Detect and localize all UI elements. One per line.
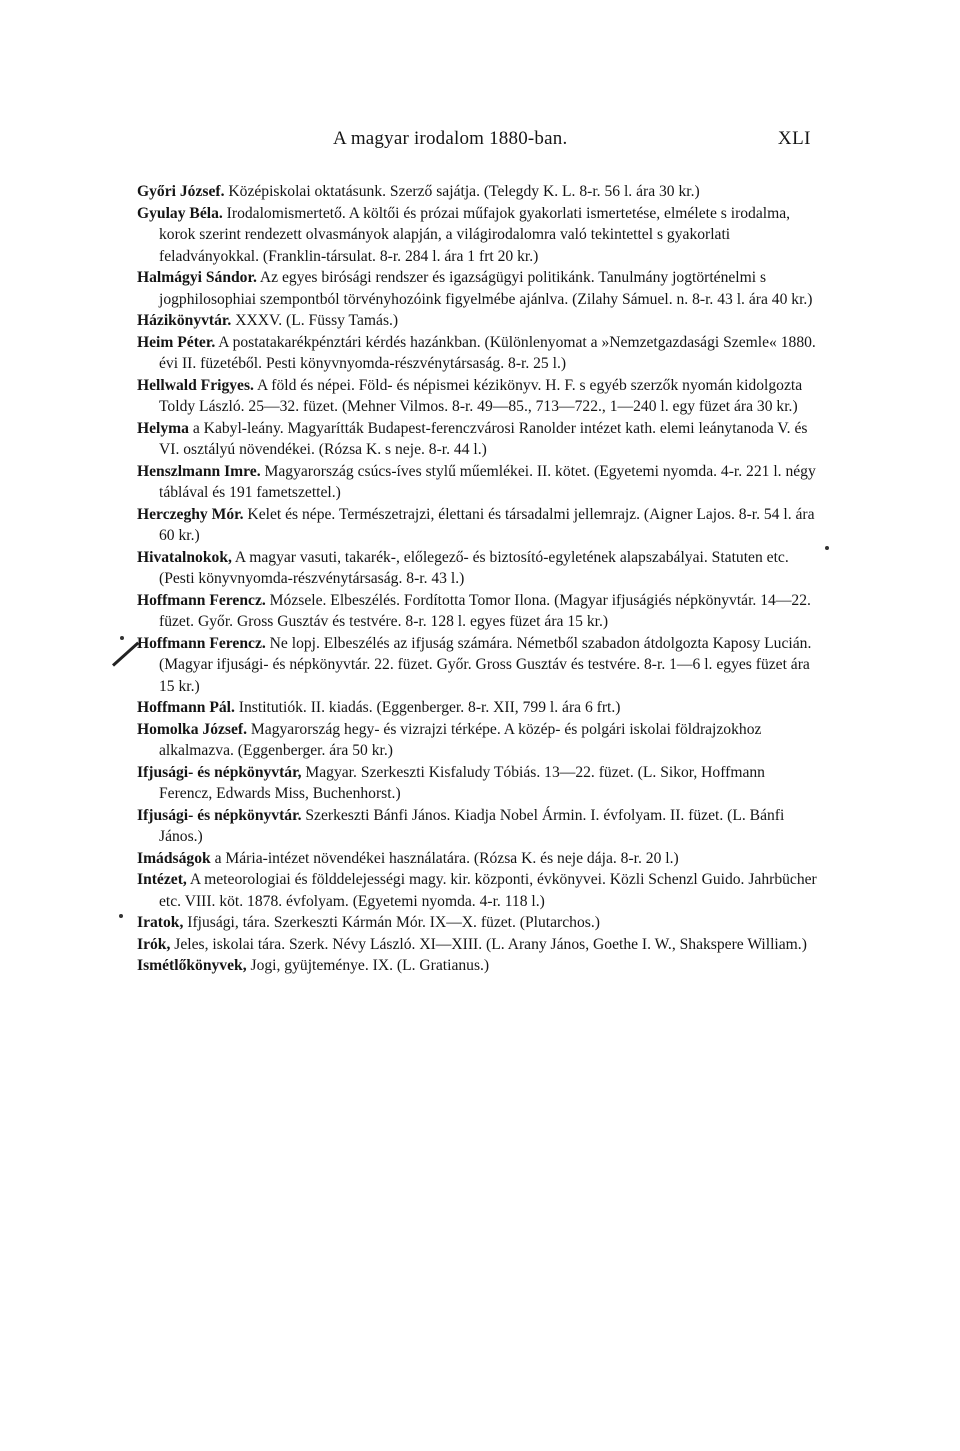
entry-text: Magyar. Szerkeszti Kisfaludy Tóbiás. 13—22. füzet. (L. Sikor, Hoffmann Ferencz, Edwards Miss, Buchenhorst.) xyxy=(159,763,765,802)
bibliography-entry xyxy=(137,869,817,912)
bibliography-entry xyxy=(137,375,817,418)
entry-heading: Gyulay Béla. xyxy=(137,204,223,222)
bibliography-entry xyxy=(137,762,817,805)
entry-text: A meteorologiai és földdelejességi magy. kir. központi, évkönyvei. Közli Schenzl Guido. Jahrbücher etc. VIII. köt. 1878. évfolyam. (Egyetemi nyomda. 4-r. 118 l.) xyxy=(159,871,817,910)
entry-heading: Herczeghy Mór. xyxy=(137,505,244,523)
entry-heading: Ismétlőkönyvek, xyxy=(137,957,247,974)
entry-text: Irodalomismertető. A költői és prózai műfajok gyakorlati ismertetése, elmélete s irodalma, korok szerint rendezett olvasmányok alapján, a világirodalomra való tekintettel s gyakorlati feladványokkal. (Franklin-társulat. 8-r. 284 l. ára 1 frt 20 kr.) xyxy=(159,204,791,265)
entry-heading: Irók, xyxy=(137,935,171,953)
entry-heading: Intézet, xyxy=(137,871,187,888)
entry-text: Ne lopj. Elbeszélés az ifjuság számára. Németből szabadon átdolgozta Kaposy Lucián. (Magyar ifjusági- és népkönyvtár. 22. füzet. Győr. Gross Gusztáv és testvére. 8-r. 1—6 l. egyes füzet ára 15 kr.) xyxy=(159,634,812,695)
bibliography-entry xyxy=(137,461,817,504)
bibliography-entry xyxy=(137,805,817,848)
entry-heading: Hellwald Frigyes. xyxy=(137,376,254,394)
stray-dot-mark xyxy=(120,636,124,640)
entry-text: A postatakarékpénztári kérdés hazánkban. (Különlenyomat a »Nemzetgazdasági Szemle« 1880. évi II. füzetéből. Pesti könyvnyomda-részvénytársaság. 8-r. 25 l.) xyxy=(159,333,816,372)
entry-text: Az egyes birósági rendszer és igazságügyi politikánk. Tanulmány jogtörténelmi s jogphilosophiai szempontból törvényhozóink figyelmébe ajánlva. (Zilahy Sámuel. n. 8-r. 43 l. ára 40 kr.) xyxy=(159,269,813,308)
bibliography-entry xyxy=(137,719,817,762)
entry-heading: Győri József. xyxy=(137,183,225,200)
entry-heading: Henszlmann Imre. xyxy=(137,462,261,480)
bibliography-entry xyxy=(137,547,817,590)
bibliography-entry xyxy=(137,181,817,203)
entry-heading: Hoffmann Ferencz. xyxy=(137,591,266,609)
bibliography-entry xyxy=(137,633,817,698)
bibliography-entry xyxy=(137,203,817,268)
entry-text: Ifjusági, tára. Szerkeszti Kármán Mór. IX—X. füzet. (Plutarchos.) xyxy=(183,914,600,931)
entry-heading: Heim Péter. xyxy=(137,333,216,351)
stray-dot-mark xyxy=(119,914,123,918)
bibliography-list xyxy=(137,181,817,977)
stray-dot-mark xyxy=(825,546,829,550)
bibliography-entry xyxy=(137,590,817,633)
entry-text: Szerkeszti Bánfi János. Kiadja Nobel Ármin. I. évfolyam. II. füzet. (L. Bánfi János.) xyxy=(159,806,785,845)
running-title: A magyar irodalom 1880-ban. xyxy=(333,128,568,149)
bibliography-entry xyxy=(137,848,817,870)
entry-text: Mózsele. Elbeszélés. Fordította Tomor Ilona. (Magyar ifjuságiés népkönyvtár. 14—22. füzet. Győr. Gross Gusztáv és testvére. 8-r. 128 l. egyes füzet ára 15 kr.) xyxy=(159,591,811,630)
entry-text: Institutiók. II. kiadás. (Eggenberger. 8-r. XII, 799 l. ára 6 frt.) xyxy=(234,699,621,716)
entry-heading: Hivatalnokok, xyxy=(137,548,232,566)
entry-heading: Helyma xyxy=(137,419,189,437)
bibliography-entry xyxy=(137,697,817,719)
pencil-slash-mark xyxy=(112,642,139,667)
entry-text: Kelet és népe. Természetrajzi, élettani és társadalmi jellemrajz. (Aigner Lajos. 8-r. 54 l. ára 60 kr.) xyxy=(159,505,815,544)
entry-heading: Homolka József. xyxy=(137,720,248,738)
entry-text: Magyarország hegy- és vizrajzi térképe. A közép- és polgári iskolai földrajzokhoz alkalmazva. (Eggenberger. ára 50 kr.) xyxy=(159,720,762,759)
bibliography-entry xyxy=(137,504,817,547)
entry-heading: Hoffmann Pál. xyxy=(137,699,235,716)
entry-text: Jogi, gyüjteménye. IX. (L. Gratianus.) xyxy=(246,957,490,974)
running-header xyxy=(137,128,817,158)
entry-text: A magyar vasuti, takarék-, előlegező- és biztosító-egyletének alapszabályai. Statuten etc. (Pesti könyvnyomda-részvénytársaság. 8-r. 43 l.) xyxy=(159,548,789,587)
entry-heading: Imádságok xyxy=(137,849,211,867)
bibliography-entry xyxy=(137,912,817,934)
bibliography-entry xyxy=(137,310,817,332)
entry-text: a Kabyl-leány. Magyarítták Budapest-ferenczvárosi Ranolder intézet kath. elemi leánytanoda V. és VI. osztályú növendékei. (Rózsa K. s neje. 8-r. 44 l.) xyxy=(159,419,808,458)
entry-text: Középiskolai oktatásunk. Szerző sajátja. (Telegdy K. L. 8-r. 56 l. ára 30 kr.) xyxy=(224,183,700,200)
page-number: XLI xyxy=(777,128,811,149)
bibliography-entry xyxy=(137,267,817,310)
entry-heading: Hoffmann Ferencz. xyxy=(137,634,266,652)
entry-text: A föld és népei. Föld- és népismei kézikönyv. H. F. s egyéb szerzők nyomán kidolgozta Toldy László. 25—32. füzet. (Mehner Vilmos. 8-r. 49—85., 713—722., 1—240 l. egy füzet ára 30 kr.) xyxy=(159,376,803,415)
entry-heading: Iratok, xyxy=(137,914,184,931)
entry-text: XXXV. (L. Füssy Tamás.) xyxy=(231,312,399,329)
bibliography-entry xyxy=(137,332,817,375)
entry-text: Jeles, iskolai tára. Szerk. Névy László. XI—XIII. (L. Arany János, Goethe I. W., Shakspere William.) xyxy=(170,935,807,953)
entry-heading: Házikönyvtár. xyxy=(137,312,232,329)
bibliography-entry xyxy=(137,934,817,956)
bibliography-entry xyxy=(137,418,817,461)
entry-heading: Ifjusági- és népkönyvtár, xyxy=(137,763,302,781)
entry-heading: Halmágyi Sándor. xyxy=(137,269,257,286)
entry-text: Magyarország csúcs-íves stylű műemlékei. II. kötet. (Egyetemi nyomda. 4-r. 221 l. négy táblával és 191 fametszettel.) xyxy=(159,462,816,501)
entry-heading: Ifjusági- és népkönyvtár. xyxy=(137,806,302,824)
entry-text: a Mária-intézet növendékei használatára. (Rózsa K. és neje dája. 8-r. 20 l.) xyxy=(210,849,679,867)
bibliography-entry xyxy=(137,955,817,977)
